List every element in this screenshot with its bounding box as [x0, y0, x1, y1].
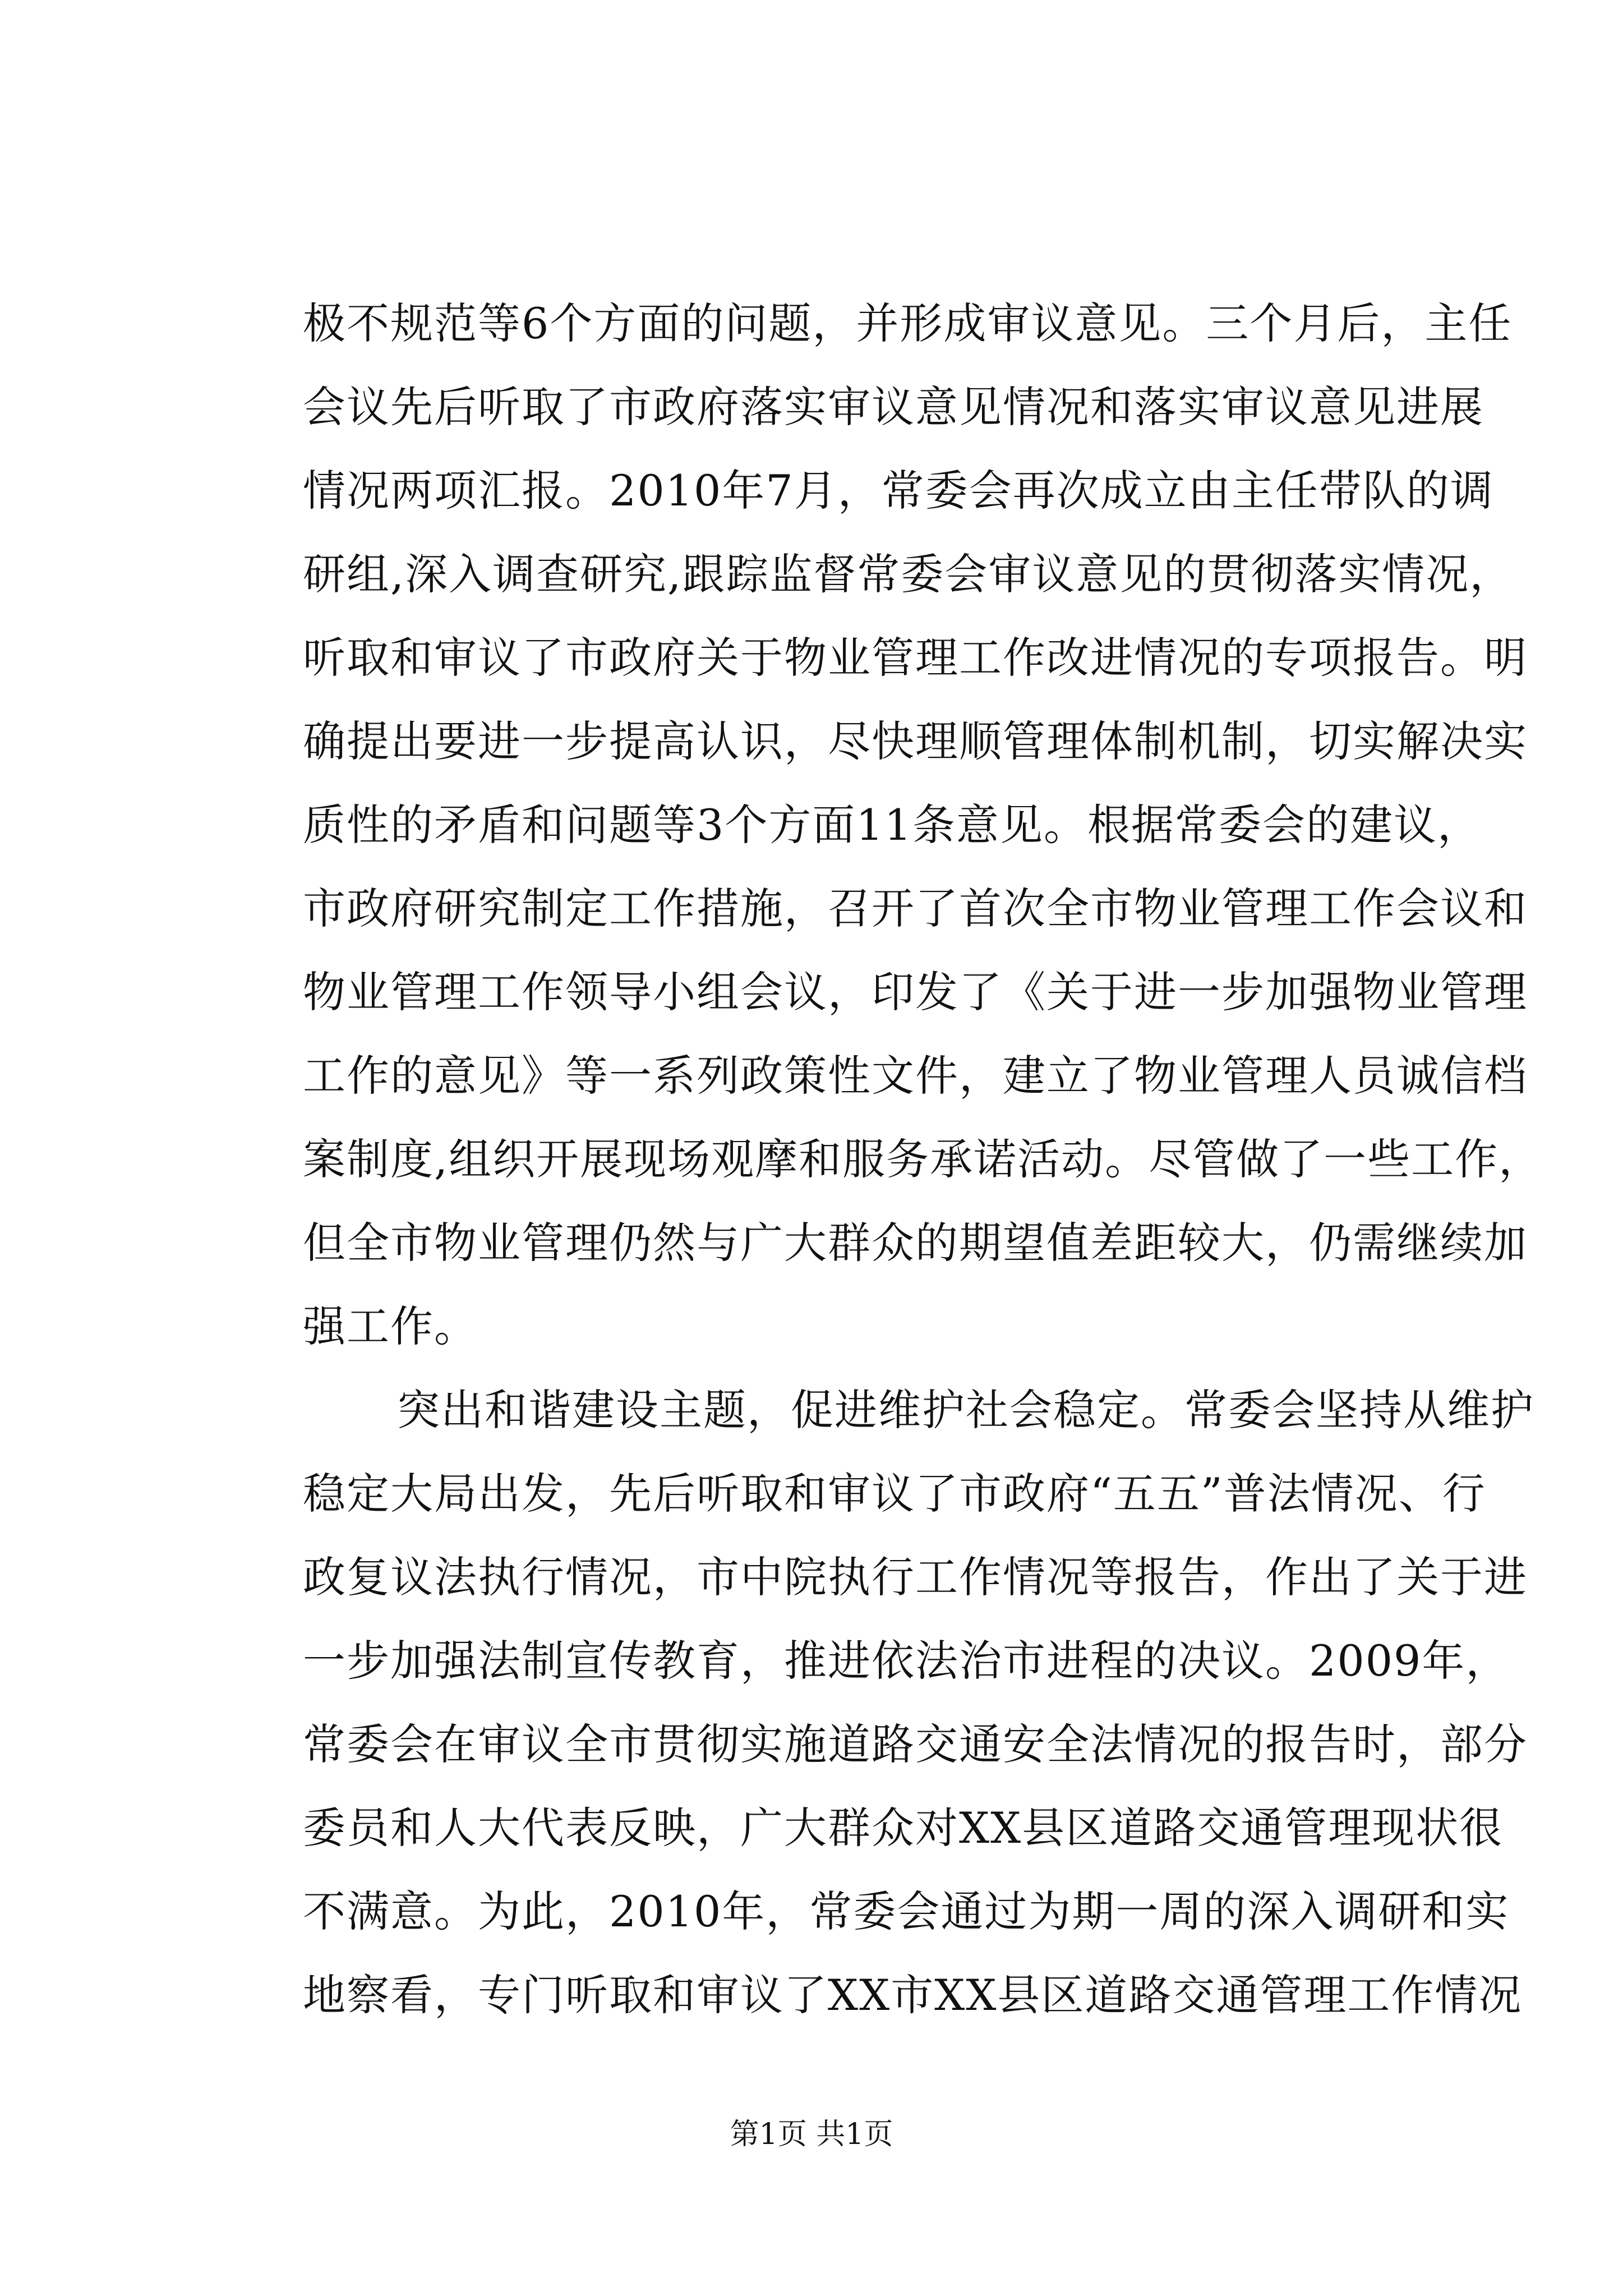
- text-line: 市政府研究制定工作措施，召开了首次全市物业管理工作会议和: [303, 884, 1528, 933]
- document-body: [303, 282, 1543, 2037]
- text-line: 不满意。为此，2010年，常委会通过为期一周的深入调研和实: [303, 1887, 1510, 1936]
- text-line: 突出和谐建设主题，促进维护社会稳定。常委会坚持从维护: [397, 1385, 1534, 1435]
- text-line: 质性的矛盾和问题等3个方面11条意见。根据常委会的建议，: [303, 800, 1482, 850]
- text-line: 极不规范等6个方面的问题，并形成审议意见。三个月后，主任: [303, 298, 1513, 348]
- text-line: 常委会在审议全市贯彻实施道路交通安全法情况的报告时，部分: [303, 1719, 1528, 1769]
- text-line: 稳定大局出发，先后听取和审议了市政府“五五”普法情况、行: [303, 1469, 1486, 1519]
- text-line: 政复议法执行情况，市中院执行工作情况等报告，作出了关于进: [303, 1552, 1528, 1602]
- text-line: 会议先后听取了市政府落实审议意见情况和落实审议意见进展: [303, 382, 1484, 432]
- text-line: 但全市物业管理仍然与广大群众的期望值差距较大，仍需继续加: [303, 1218, 1528, 1268]
- text-line: 地察看，专门听取和审议了XX市XX县区道路交通管理工作情况: [303, 1970, 1523, 2020]
- text-line: 一步加强法制宣传教育，推进依法治市进程的决议。2009年，: [303, 1636, 1510, 1686]
- text-line: 研组,深入调查研究,跟踪监督常委会审议意见的贯彻落实情况，: [303, 549, 1514, 599]
- text-line: 听取和审议了市政府关于物业管理工作改进情况的专项报告。明: [303, 633, 1528, 683]
- text-line: 强工作。: [303, 1301, 478, 1351]
- text-line: 工作的意见》等一系列政策性文件，建立了物业管理人员诚信档: [303, 1051, 1528, 1101]
- text-line: 案制度,组织开展现场观摩和服务承诺活动。尽管做了一些工作，: [303, 1134, 1543, 1184]
- page-number-footer: 第1页 共1页: [730, 2118, 893, 2151]
- text-line: 委员和人大代表反映，广大群众对XX县区道路交通管理现状很: [303, 1803, 1504, 1853]
- text-line: 物业管理工作领导小组会议，印发了《关于进一步加强物业管理: [303, 967, 1528, 1017]
- text-line: 情况两项汇报。2010年7月，常委会再次成立由主任带队的调: [303, 466, 1494, 516]
- text-line: 确提出要进一步提高认识，尽快理顺管理体制机制，切实解决实: [303, 716, 1528, 766]
